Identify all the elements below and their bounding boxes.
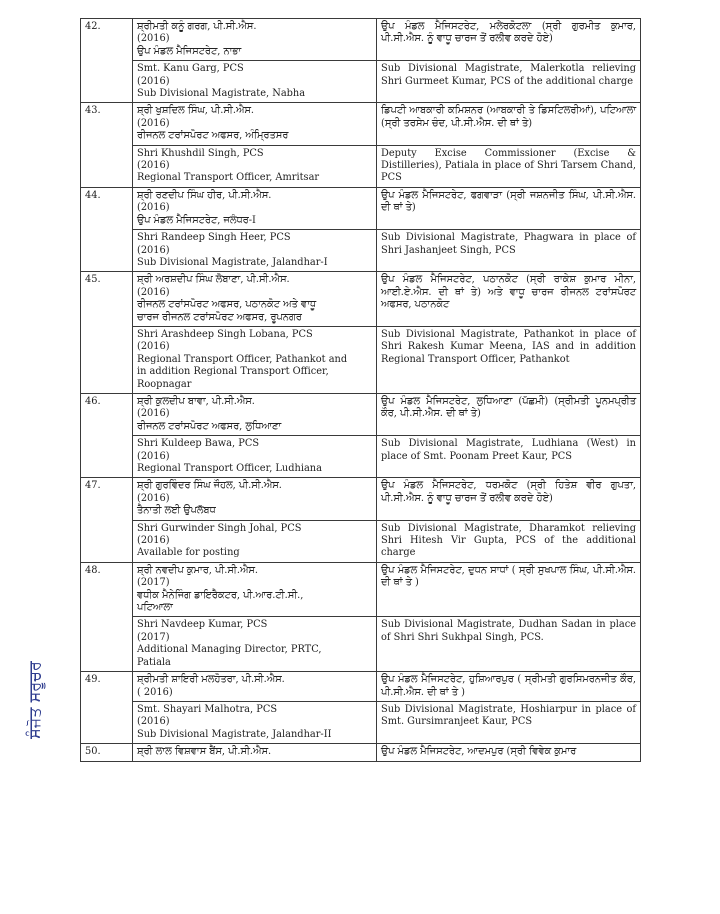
officer-cell-english (133, 701, 377, 743)
officer-cell-punjabi (133, 393, 377, 435)
officer-line: ਸ਼੍ਰੀ ਅਰਸ਼ਦੀਪ ਸਿੰਘ ਲੋਬਾਣਾ, ਪੀ.ਸੀ.ਐਸ. (137, 274, 290, 286)
posting-cell-punjabi: ਉਪ ਮੰਡਲ ਮੈਜਿਸਟਰੇਟ, ਦੁਧਨ ਸਾਧਾਂ ( ਸ੍ਰੀ ਸੁਖਪਾਲ ਸਿੰਘ, ਪੀ.ਸੀ.ਐਸ. ਦੀ ਥਾਂ ਤੇ ) (377, 562, 641, 617)
officer-line: (2016) (137, 492, 170, 504)
officer-line: ਵਧੀਕ ਮੈਨੇਜਿੰਗ ਡਾਇਰੈਕਟਰ, ਪੀ.ਆਰ.ਟੀ.ਸੀ., (137, 589, 304, 601)
table-row (81, 230, 641, 272)
table-body (81, 19, 641, 762)
table-row (81, 562, 641, 617)
serial-number: 45. (81, 272, 133, 394)
officer-line: Shri Arashdeep Singh Lobana, PCS (137, 328, 313, 340)
table-row (81, 436, 641, 478)
posting-cell-english: Sub Divisional Magistrate, Ludhiana (West) in place of Smt. Poonam Preet Kaur, PCS (377, 436, 641, 478)
table-row (81, 61, 641, 103)
officer-line: (2017) (137, 631, 170, 643)
officer-line: Regional Transport Officer, Pathankot and (137, 353, 348, 365)
officer-line: Additional Managing Director, PRTC, (137, 644, 322, 656)
officer-line: (2016) (137, 244, 170, 256)
officer-line: (2016) (137, 160, 170, 172)
serial-number: 50. (81, 744, 133, 761)
table-row (81, 478, 641, 520)
handwritten-signature (18, 650, 58, 750)
serial-number: 47. (81, 478, 133, 562)
officer-line: Shri Navdeep Kumar, PCS (137, 619, 268, 631)
officer-line: Regional Transport Officer, Ludhiana (137, 463, 322, 474)
officer-line: Smt. Shayari Malhotra, PCS (137, 703, 278, 715)
table-row (81, 520, 641, 562)
officer-line: Available for posting (137, 547, 240, 559)
serial-number: 46. (81, 393, 133, 477)
officer-line: Shri Gurwinder Singh Johal, PCS (137, 522, 302, 534)
officer-line: (2016) (137, 75, 170, 87)
serial-number: 48. (81, 562, 133, 671)
posting-cell-english: Sub Divisional Magistrate, Dudhan Sadan in place of Shri Shri Sukhpal Singh, PCS. (377, 617, 641, 672)
officer-line: ਸ਼੍ਰੀ ਕੁਲਦੀਪ ਬਾਵਾ, ਪੀ.ਸੀ.ਐਸ. (137, 395, 255, 407)
signature-text: ਸੰਜੋਤ ਸਰੂਚਰ (24, 661, 44, 739)
officer-cell-punjabi (133, 103, 377, 145)
posting-cell-punjabi: ਉਪ ਮੰਡਲ ਮੈਜਿਸਟਰੇਟ, ਆਦਮਪੁਰ (ਸ੍ਰੀ ਵਿਵੇਕ ਕੁਮਾਰ (377, 744, 641, 761)
officer-cell-english (133, 617, 377, 672)
officer-cell-punjabi (133, 272, 377, 327)
posting-cell-punjabi: ਉਪ ਮੰਡਲ ਮੈਜਿਸਟਰੇਟ, ਹੁਸ਼ਿਆਰਪੁਰ ( ਸ੍ਰੀਮਤੀ ਗੁਰਸਿਮਰਨਜੀਤ ਕੌਰ, ਪੀ.ਸੀ.ਐਸ. ਦੀ ਥਾਂ ਤੇ ) (377, 672, 641, 702)
table-row (81, 617, 641, 672)
posting-cell-english: Deputy Excise Commissioner (Excise & Distilleries), Patiala in place of Shri Tarsem Chand, PCS (377, 145, 641, 187)
officer-line: ਰੀਜਨਲ ਟਰਾਂਸਪੋਰਟ ਅਫਸਰ, ਅੰਮ੍ਰਿਤਸਰ (137, 130, 289, 142)
officer-line: ਉਪ ਮੰਡਲ ਮੈਜਿਸਟਰੇਟ, ਜਲੰਧਰ-I (137, 214, 256, 226)
officer-cell-punjabi (133, 744, 377, 761)
officer-line: ਸ਼੍ਰੀ ਖੁਸ਼ਦਿਲ ਸਿੰਘ, ਪੀ.ਸੀ.ਐਸ. (137, 105, 254, 117)
officer-line: Roopnagar (137, 378, 192, 390)
officer-line: in addition Regional Transport Officer, (137, 366, 329, 378)
officer-line: Shri Khushdil Singh, PCS (137, 147, 264, 159)
officer-line: ਸ਼੍ਰੀਮਤੀ ਕਨੂੰ ਗਰਗ, ਪੀ.ਸੀ.ਐਸ. (137, 21, 257, 32)
officer-line: ( 2016) (137, 686, 173, 698)
officer-cell-english (133, 230, 377, 272)
officer-line: (2016) (137, 202, 170, 214)
officer-cell-punjabi (133, 19, 377, 61)
officer-line: ਸ਼੍ਰੀ ਗੁਰਵਿੰਦਰ ਸਿੰਘ ਜੌਹਲ, ਪੀ.ਸੀ.ਐਸ. (137, 480, 282, 492)
officer-line: Smt. Kanu Garg, PCS (137, 63, 244, 75)
officer-line: (2016) (137, 286, 170, 298)
officer-line: (2016) (137, 450, 170, 462)
officer-line: (2016) (137, 33, 170, 45)
officer-line: Shri Kuldeep Bawa, PCS (137, 438, 260, 450)
posting-cell-english: Sub Divisional Magistrate, Pathankot in place of Shri Rakesh Kumar Meena, IAS and in addition Regional Transport Officer, Pathankot (377, 326, 641, 393)
officer-cell-english (133, 326, 377, 393)
officer-line: Regional Transport Officer, Amritsar (137, 172, 320, 184)
officer-line: ਸ਼੍ਰੀ ਰਣਦੀਪ ਸਿੰਘ ਹੀਰ, ਪੀ.ਸੀ.ਐਸ. (137, 189, 272, 201)
serial-number: 44. (81, 187, 133, 271)
officer-cell-punjabi (133, 562, 377, 617)
officer-line: Patiala (137, 656, 171, 668)
posting-cell-english: Sub Divisional Magistrate, Dharamkot relieving Shri Hitesh Vir Gupta, PCS of the additional charge (377, 520, 641, 562)
officer-line: ਉਪ ਮੰਡਲ ਮੈਜਿਸਟਰੇਟ, ਨਾਭਾ (137, 45, 242, 57)
officer-cell-english (133, 436, 377, 478)
officer-line: Sub Divisional Magistrate, Jalandhar-II (137, 728, 332, 740)
posting-cell-punjabi: ਡਿਪਟੀ ਆਬਕਾਰੀ ਕਮਿਸ਼ਨਰ (ਆਬਕਾਰੀ ਤੇ ਡਿਸਟਿਲਰੀਆਂ), ਪਟਿਆਲਾ (ਸ੍ਰੀ ਤਰਸੇਮ ਚੰਦ, ਪੀ.ਸੀ.ਐਸ. ਦੀ ਥਾਂ ਤੇ) (377, 103, 641, 145)
serial-number: 42. (81, 19, 133, 103)
officer-line: (2016) (137, 117, 170, 129)
officer-cell-punjabi (133, 672, 377, 702)
officer-line: (2016) (137, 341, 170, 353)
officer-line: Shri Randeep Singh Heer, PCS (137, 232, 291, 244)
table-row (81, 19, 641, 61)
table-row (81, 145, 641, 187)
posting-cell-punjabi: ਉਪ ਮੰਡਲ ਮੈਜਿਸਟਰੇਟ, ਮਲੇਰਕੋਟਲਾ (ਸ੍ਰੀ ਗੁਰਮੀਤ ਕੁਮਾਰ, ਪੀ.ਸੀ.ਐਸ. ਨੂੰ ਵਾਧੂ ਚਾਰਜ ਤੋਂ ਰਲੀਵ ਕਰਦੇ ਹੋਏ) (377, 19, 641, 61)
posting-cell-punjabi: ਉਪ ਮੰਡਲ ਮੈਜਿਸਟਰੇਟ, ਲੁਧਿਆਣਾ (ਪੱਛਮੀ) (ਸ੍ਰੀਮਤੀ ਪੂਨਮਪ੍ਰੀਤ ਕੌਰ, ਪੀ.ਸੀ.ਐਸ. ਦੀ ਥਾਂ ਤੇ) (377, 393, 641, 435)
officer-line: (2016) (137, 535, 170, 547)
officer-line: ਪਟਿਆਲਾ (137, 602, 173, 614)
officer-line: ਰੀਜਨਲ ਟਰਾਂਸਪੋਰਟ ਅਫਸਰ, ਲੁਧਿਆਣਾ (137, 420, 282, 432)
posting-cell-english: Sub Divisional Magistrate, Malerkotla relieving Shri Gurmeet Kumar, PCS of the additional charge (377, 61, 641, 103)
table-row (81, 672, 641, 702)
officer-cell-punjabi (133, 187, 377, 229)
officer-cell-english (133, 61, 377, 103)
officer-cell-english (133, 520, 377, 562)
officer-line: ਰੀਜਨਲ ਟਰਾਂਸਪੋਰਟ ਅਫਸਰ, ਪਠਾਨਕੋਟ ਅਤੇ ਵਾਧੂ (137, 299, 317, 311)
table-row (81, 187, 641, 229)
table-row (81, 326, 641, 393)
posting-cell-english: Sub Divisional Magistrate, Phagwara in place of Shri Jashanjeet Singh, PCS (377, 230, 641, 272)
posting-orders-table (80, 18, 641, 762)
posting-cell-english: Sub Divisional Magistrate, Hoshiarpur in place of Smt. Gursimranjeet Kaur, PCS (377, 701, 641, 743)
officer-line: ਚਾਰਜ ਰੀਜਨਲ ਟਰਾਂਸਪੋਰਟ ਅਫਸਰ, ਰੂਪਨਗਰ (137, 311, 302, 323)
table-row (81, 103, 641, 145)
officer-line: ਸ਼੍ਰੀ ਲਾਲ ਵਿਸ਼ਵਾਸ ਬੈਂਸ, ਪੀ.ਸੀ.ਐਸ. (137, 746, 272, 758)
table-row (81, 393, 641, 435)
officer-line: ਸ਼੍ਰੀਮਤੀ ਸ਼ਾਇਰੀ ਮਲਹੋਤਰਾ, ਪੀ.ਸੀ.ਐਸ. (137, 674, 285, 686)
officer-line: Sub Divisional Magistrate, Jalandhar-I (137, 256, 328, 268)
posting-cell-punjabi: ਉਪ ਮੰਡਲ ਮੈਜਿਸਟਰੇਟ, ਪਠਾਨਕੋਟ (ਸ੍ਰੀ ਰਾਕੇਸ਼ ਕੁਮਾਰ ਮੀਨਾ, ਆਈ.ਏ.ਐਸ. ਦੀ ਥਾਂ ਤੇ) ਅਤੇ ਵਾਧੂ ਚਾਰਜ ਰੀਜਨਲ ਟਰਾਂਸਪੋਰਟ ਅਫਸਰ, ਪਠਾਨਕੋਟ (377, 272, 641, 327)
table-row (81, 744, 641, 761)
officer-line: ਸ਼੍ਰੀ ਨਵਦੀਪ ਕੁਮਾਰ, ਪੀ.ਸੀ.ਐਸ. (137, 564, 259, 576)
posting-cell-punjabi: ਉਪ ਮੰਡਲ ਮੈਜਿਸਟਰੇਟ, ਧਰਮਕੋਟ (ਸ੍ਰੀ ਹਿਤੇਸ਼ ਵੀਰ ਗੁਪਤਾ, ਪੀ.ਸੀ.ਐਸ. ਨੂੰ ਵਾਧੂ ਚਾਰਜ ਤੋਂ ਰਲੀਵ ਕਰਦੇ ਹੋਏ) (377, 478, 641, 520)
posting-cell-punjabi: ਉਪ ਮੰਡਲ ਮੈਜਿਸਟਰੇਟ, ਫਗਵਾੜਾ (ਸ੍ਰੀ ਜਸ਼ਨਜੀਤ ਸਿੰਘ, ਪੀ.ਸੀ.ਐਸ. ਦੀ ਥਾਂ ਤੇ) (377, 187, 641, 229)
serial-number: 43. (81, 103, 133, 187)
officer-line: (2017) (137, 577, 170, 589)
officer-line: (2016) (137, 408, 170, 420)
officer-line: Sub Divisional Magistrate, Nabha (137, 88, 306, 100)
officer-cell-english (133, 145, 377, 187)
table-row (81, 701, 641, 743)
serial-number: 49. (81, 672, 133, 744)
officer-line: (2016) (137, 716, 170, 728)
officer-cell-punjabi (133, 478, 377, 520)
officer-line: ਤੈਨਾਤੀ ਲਈ ਉਪਲੱਬਧ (137, 505, 216, 517)
table-row (81, 272, 641, 327)
